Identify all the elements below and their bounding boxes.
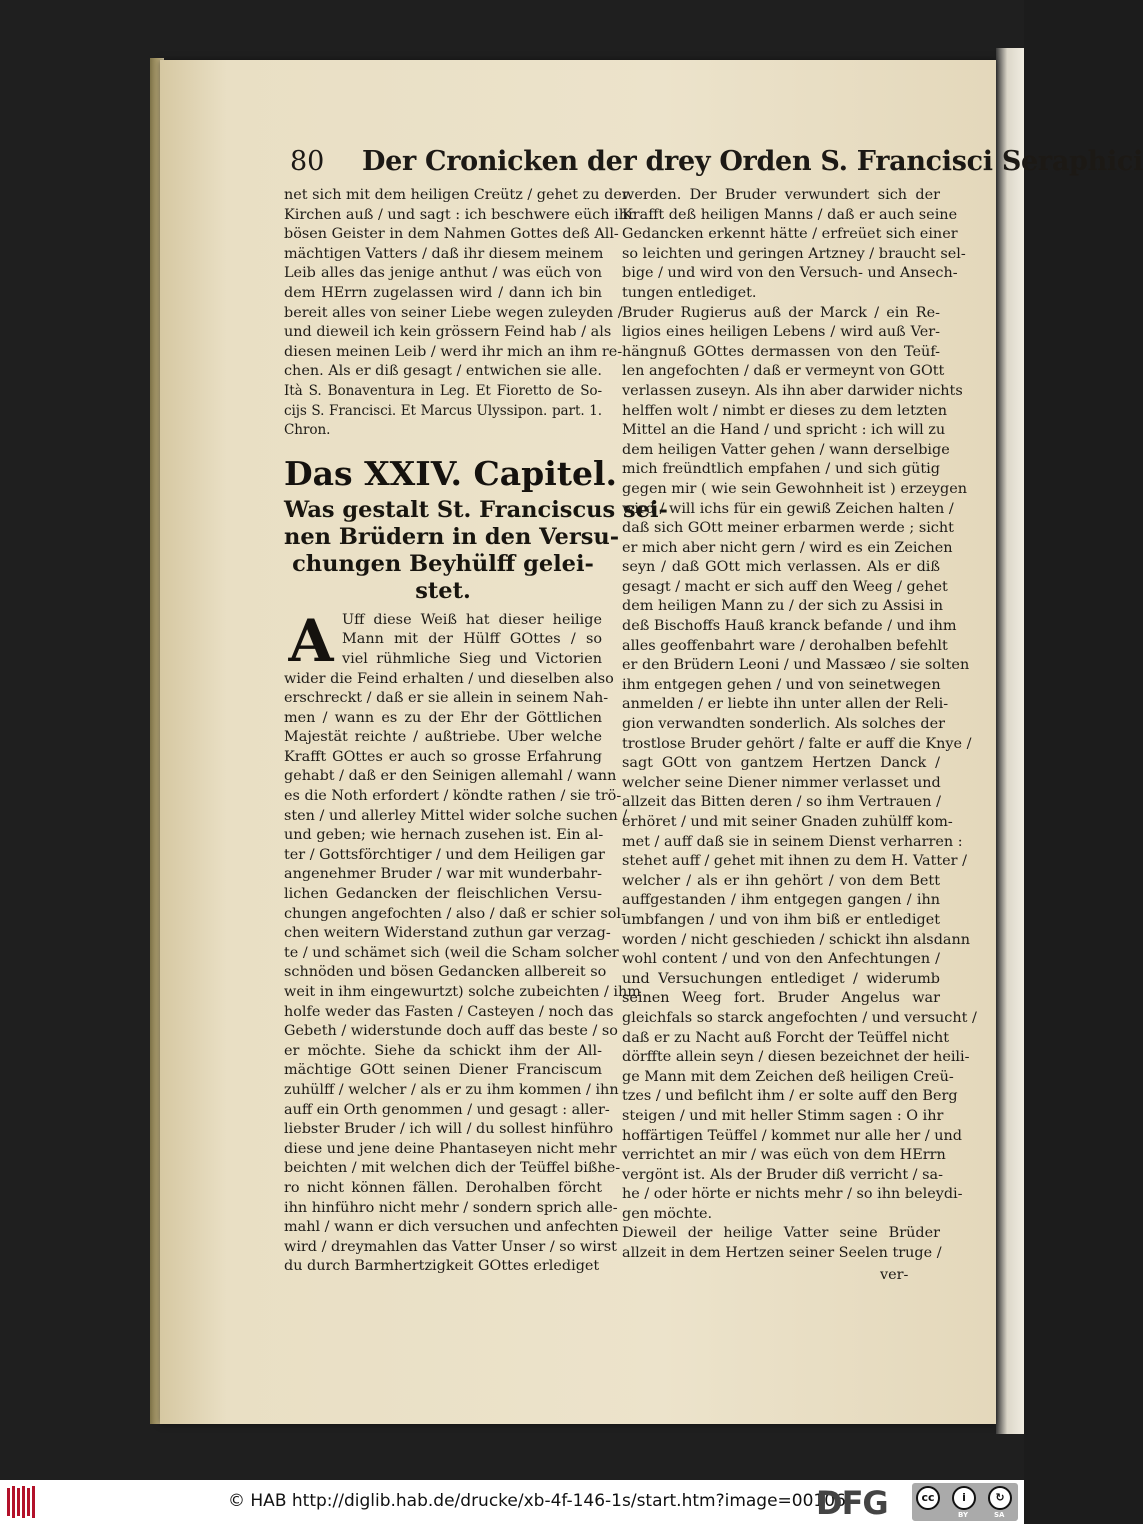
text-line: mahl / wann er dich versuchen und anfechten [284,1219,619,1236]
text-line: ligios eines heiligen Lebens / wird auß Ver- [622,324,940,341]
text-line: gleichfals so starck angefochten / und versucht / [622,1009,977,1026]
text-line: worden / nicht geschieden / schickt ihn alsdann [622,931,971,948]
right-text [622,186,977,1264]
text-line: allzeit in dem Hertzen seiner Seelen truge / [622,1245,942,1262]
text-line: du durch Barmhertzigkeit GOttes erlediget [284,1258,600,1275]
text-line: mächtigen Vatters / daß ihr diesem meinem [284,245,604,262]
text-line: gehabt / daß er den Seinigen allemahl / wann [284,768,617,785]
text-line: weit in ihm eingewurtzt) solche zubeichten / ihm [284,984,641,1000]
text-line: hängnuß GOttes dermassen von den Teüf- [622,343,940,360]
text-line: Leib alles das jenige anthut / was eüch von [284,265,602,282]
running-head [290,146,1143,186]
text-line: chen. Als er diß gesagt / entwichen sie alle. [284,363,602,380]
cc-icon: cc [916,1486,940,1510]
citation [284,382,602,441]
text-line: er mich aber nicht gern / wird es ein Zeichen [622,539,953,556]
text-line: diesen meinen Leib / werd ihr mich an ihm re- [284,343,623,360]
text-line: und dieweil ich kein grössern Feind hab / als [284,324,612,341]
copyright-link[interactable]: © HAB http://diglib.hab.de/drucke/xb-4f-146-1s/start.htm?image=00106 [228,1491,846,1511]
text-line: allzeit das Bitten deren / so ihm Vertrauen / [622,794,941,811]
footer-bar [0,1480,1024,1524]
text-line: gen möchte. [622,1205,713,1222]
text-line: ter / Gottsförchtiger / und dem Heiligen gar [284,846,605,863]
cc-license-badge[interactable] [912,1483,1018,1521]
text-line: Majestät reichte / außtriebe. Uber welche [284,729,602,746]
chapter-body [284,606,641,1277]
running-title: Der Cronicken der drey Orden S. Francisci Seraphici [362,146,1143,177]
text-line: seinen Weeg fort. Bruder Angelus war [622,990,940,1007]
text-line: steigen / und mit heller Stimm sagen : O ihr [622,1107,944,1124]
text-line: helffen wolt / nimbt er dieses zu dem letzten [622,402,948,419]
citation-line: Chron. [284,422,331,439]
citation-line: cijs S. Francisci. Et Marcus Ulyssipon. part. 1. [284,402,602,419]
text-line: ihn hinführo nicht mehr / sondern sprich alle- [284,1199,618,1216]
text-line: wird / dreymahlen das Vatter Unser / so wirst [284,1238,617,1255]
library-bars-icon [6,1484,36,1520]
text-line: tzes / und befilcht ihm / er solte auff den Berg [622,1088,958,1105]
text-line: lichen Gedancken der fleischlichen Versu- [284,886,602,903]
text-line: wider die Feind erhalten / und dieselben also [284,670,614,687]
sa-label: SA [994,1511,1005,1519]
text-line: anmelden / er liebte ihn unter allen der Reli- [622,696,949,713]
text-line: er möchte. Siehe da schickt ihm der All- [284,1042,602,1059]
text-line: len angefochten / daß er vermeynt von GOtt [622,363,945,380]
citation-line: Ità S. Bonaventura in Leg. Et Fioretto de So- [284,382,602,399]
subtitle-line: Was gestalt St. Franciscus sei- [284,496,668,523]
text-line: Dieweil der heilige Vatter seine Brüder [622,1225,940,1242]
subtitle-line: stet. [415,577,471,604]
sa-icon: ↻ [988,1486,1012,1510]
text-line: es die Noth erfordert / köndte rathen / sie trö- [284,788,622,805]
text-line: wird / will ichs für ein gewiß Zeichen halten / [622,500,954,517]
text-line: sagt GOtt von gantzem Hertzen Danck / [622,755,940,772]
text-line: viel rühmliche Sieg und Victorien [342,650,602,667]
text-line: daß er zu Nacht auß Forcht der Teüffel nicht [622,1029,950,1046]
text-line: gion verwandten sonderlich. Als solches der [622,716,945,733]
page-number: 80 [290,146,325,177]
text-line: te / und schämet sich (weil die Scham solcher [284,944,619,961]
right-column [622,186,977,1264]
facing-page-edge [996,48,1024,1434]
subtitle-line: chungen Beyhülff gelei- [292,550,594,577]
text-line: ro nicht können fällen. Derohalben förcht [284,1179,602,1196]
subtitle-line: nen Brüdern in den Versu- [284,523,620,550]
text-line: holfe weder das Fasten / Casteyen / noch das [284,1003,614,1020]
text-line: tungen entlediget. [622,284,757,301]
text-line: schnöden und bösen Gedancken allbereit so [284,964,607,981]
text-line: Mittel an die Hand / und spricht : ich will zu [622,422,946,439]
catch-word: ver- [880,1267,909,1283]
text-line: Mann mit der Hülff GOttes / so [342,631,602,648]
text-line: dem heiligen Vatter gehen / wann derselbige [622,441,950,458]
text-line: sten / und allerley Mittel wider solche suchen / [284,807,628,824]
text-line: und geben; wie hernach zusehen ist. Ein al- [284,827,604,844]
text-line: wohl content / und von den Anfechtungen / [622,951,940,968]
text-line: Uff diese Weiß hat dieser heilige [342,611,602,628]
text-line: he / oder hörte er nichts mehr / so ihn beleydi- [622,1186,963,1203]
drop-cap-initial: A [288,606,334,675]
text-line: erhöret / und mit seiner Gnaden zuhülff kom- [622,814,953,830]
text-line: trostlose Bruder gehört / falte er auff die Knye / [622,735,972,752]
text-line: bösen Geister in dem Nahmen Gottes deß All- [284,226,619,243]
text-line: Bruder Rugierus auß der Marck / ein Re- [622,304,940,321]
text-line: Gebeth / widerstunde doch auff das beste / so [284,1023,618,1040]
text-line: liebster Bruder / ich will / du sollest hinführo [284,1121,614,1138]
dfg-logo: DFG [816,1484,888,1522]
text-line: werden. Der Bruder verwundert sich der [622,187,940,203]
text-line: auff ein Orth genommen / und gesagt : aller- [284,1101,610,1118]
text-line: met / auff daß sie in seinem Dienst verharren : [622,833,963,850]
chapter-heading: Das XXIV. Capitel. [284,453,618,493]
text-line: dem heiligen Mann zu / der sich zu Assisi in [622,598,944,615]
text-line: vergönt ist. Als der Bruder diß verricht / sa- [622,1166,943,1183]
text-line: beichten / mit welchen dich der Teüffel bißhe- [284,1160,621,1177]
text-line: er den Brüdern Leoni / und Massæo / sie solten [622,657,970,674]
text-line: auffgestanden / ihm entgegen gangen / ihn [622,892,940,909]
text-line: men / wann es zu der Ehr der Göttlichen [284,709,602,726]
text-line: angenehmer Bruder / war mit wunderbahr- [284,866,602,883]
chapter-subtitle [284,496,668,605]
text-line: alles geoffenbahrt ware / derohalben befehlt [622,637,948,654]
text-line: ge Mann mit dem Zeichen deß heiligen Creü- [622,1068,954,1085]
text-line: ihm entgegen gehen / und von seinetwegen [622,676,941,693]
text-line: erschreckt / daß er sie allein in seinem Nah- [284,690,609,707]
text-line: umbfangen / und von ihm biß er entlediget [622,911,940,928]
text-line: welcher seine Diener nimmer verlasset und [622,774,941,791]
text-line: chen weitern Widerstand zuthun gar verzag- [284,925,611,942]
text-line: dem HErrn zugelassen wird / dann ich bin [284,284,602,301]
text-line: Kirchen auß / und sagt : ich beschwere eüch ihr [284,206,635,223]
text-line: daß sich GOtt meiner erbarmen werde ; sicht [622,520,954,537]
text-line: Krafft deß heiligen Manns / daß er auch seine [622,206,958,223]
text-line: gegen mir ( wie sein Gewohnheit ist ) erzeygen [622,480,967,497]
text-line: und Versuchungen entlediget / widerumb [622,970,940,987]
text-line: hoffärtigen Teüffel / kommet nur alle her / und [622,1127,962,1144]
body-text [284,670,641,1277]
text-line: so leichten und geringen Artzney / braucht sel- [622,245,966,262]
by-icon: i [952,1486,976,1510]
text-line: deß Bischoffs Hauß kranck befande / und ihm [622,618,957,635]
text-line: verlassen zuseyn. Als ihn aber darwider nichts [622,382,963,399]
text-line: seyn / daß GOtt mich verlassen. Als er diß [622,559,940,576]
by-label: BY [958,1511,969,1519]
text-line: bige / und wird von den Versuch- und Ansech- [622,265,958,282]
text-line: Krafft GOttes er auch so grosse Erfahrung [284,748,602,765]
text-line: verrichtet an mir / was eüch von dem HErrn [622,1147,946,1164]
left-top-text [284,186,635,382]
text-line: diese und jene deine Phantaseyen nicht mehr [284,1140,617,1157]
text-line: Gedancken erkennt hätte / erfreüet sich einer [622,226,958,243]
text-line: gesagt / macht er sich auff den Weeg / gehet [622,578,948,595]
text-line: bereit alles von seiner Liebe wegen zuleyden / [284,304,623,321]
text-line: mächtige GOtt seinen Diener Franciscum [284,1062,602,1079]
text-line: dörffte allein seyn / diesen bezeichnet der heili- [622,1049,970,1066]
text-line: zuhülff / welcher / als er zu ihm kommen / ihn [284,1081,619,1098]
text-line: welcher / als er ihn gehört / von dem Bett [622,872,940,889]
text-line: mich freündtlich empfahen / und sich gütig [622,461,940,478]
text-line: stehet auff / gehet mit ihnen zu dem H. Vatter / [622,853,967,870]
text-line: chungen angefochten / also / daß er schier sol- [284,905,626,922]
text-line: net sich mit dem heiligen Creütz / gehet zu der [284,187,629,203]
